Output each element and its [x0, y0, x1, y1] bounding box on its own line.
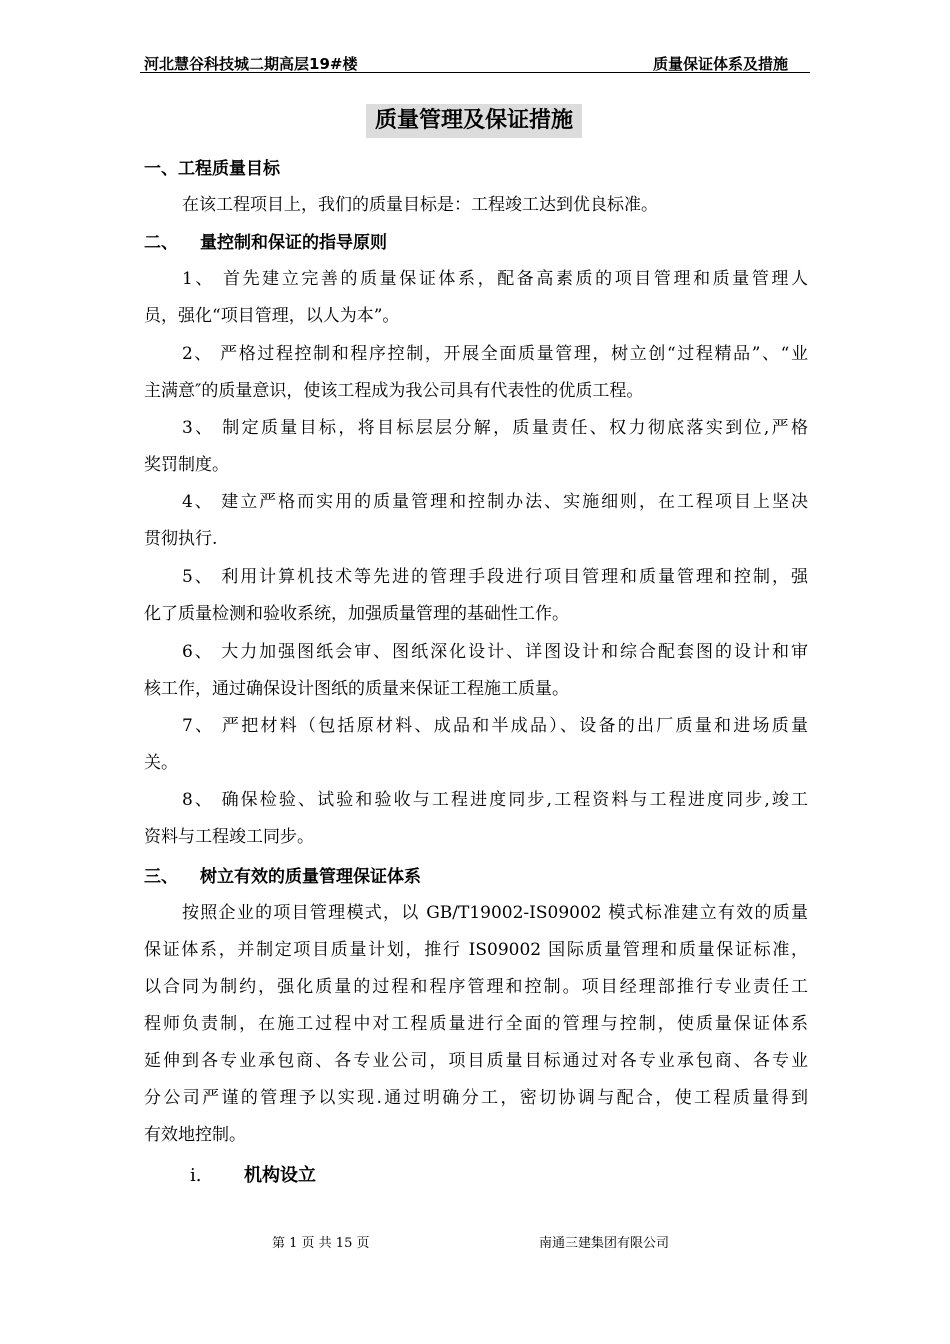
text-line: 5、 利用计算机技术等先进的管理手段进行项目管理和质量管理和控制，强: [182, 567, 808, 587]
section-number: 二、: [144, 233, 178, 253]
text-line: 2、 严格过程控制和程序控制，开展全面质量管理，树立创“过程精品”、“业: [182, 344, 808, 364]
principle-3: [144, 410, 808, 484]
text-line: 奖罚制度。: [144, 455, 229, 475]
subsection-heading: [190, 1164, 316, 1188]
text-line: 程师负责制，在施工过程中对工程质量进行全面的管理与控制，使质量保证体系: [144, 1014, 808, 1034]
text-line: 3、 制定质量目标，将目标层层分解，质量责任、权力彻底落实到位,严格: [182, 418, 808, 438]
text-line: 7、 严把材料（包括原材料、成品和半成品）、设备的出厂质量和进场质量: [182, 716, 808, 736]
principle-1: [144, 261, 808, 335]
subsection-number: i.: [190, 1165, 202, 1186]
principle-5: [144, 559, 808, 633]
principle-7: [144, 708, 808, 782]
header-rule: [140, 72, 810, 73]
text-line: 贯彻执行.: [144, 529, 218, 549]
text-line: 按照企业的项目管理模式，以 GB/T19002-IS09002 模式标准建立有效的质量: [182, 903, 808, 923]
section-heading-1: [144, 157, 280, 181]
principle-2: [144, 336, 808, 410]
principle-6: [144, 634, 808, 708]
paragraph-goal: [144, 187, 808, 224]
text-line: 8、 确保检验、试验和验收与工程进度同步,工程资料与工程进度同步,竣工: [182, 790, 808, 810]
subsection-title: 机构设立: [244, 1165, 316, 1186]
paragraph-quality-system: [144, 895, 808, 1154]
text-line: 以合同为制约，强化质量的过程和程序管理和控制。项目经理部推行专业责任工: [144, 977, 808, 997]
header-project-name: 河北慧谷科技城二期高层19#楼: [144, 55, 358, 73]
text-line: 在该工程项目上，我们的质量目标是：工程竣工达到优良标准。: [182, 195, 658, 215]
text-line: 4、 建立严格而实用的质量管理和控制办法、实施细则，在工程项目上坚决: [182, 492, 808, 512]
text-line: 关。: [144, 753, 178, 773]
text-line: 1、 首先建立完善的质量保证体系，配备高素质的项目管理和质量管理人: [182, 269, 808, 289]
header-document-name: 质量保证体系及措施: [653, 55, 789, 73]
text-line: 资料与工程竣工同步。: [144, 827, 314, 847]
page-title: 质量管理及保证措施: [366, 104, 582, 138]
text-line: 主满意″的质量意识，使该工程成为我公司具有代表性的优质工程。: [144, 381, 644, 401]
principle-4: [144, 484, 808, 558]
footer-company: 南通三建集团有限公司: [539, 1236, 670, 1251]
text-line: 保证体系，并制定项目质量计划，推行 IS09002 国际质量管理和质量保证标准，: [144, 940, 808, 960]
section-number: 三、: [144, 867, 178, 887]
text-line: 员，强化“项目管理，以人为本”。: [144, 306, 400, 326]
principle-8: [144, 782, 808, 856]
section-heading-3: [144, 865, 421, 889]
section-number: 一、: [144, 159, 178, 179]
section-title: 树立有效的质量管理保证体系: [200, 867, 421, 887]
section-heading-2: [144, 231, 387, 255]
section-title: 量控制和保证的指导原则: [200, 233, 387, 253]
text-line: 核工作，通过确保设计图纸的质量来保证工程施工质量。: [144, 679, 569, 699]
text-line: 有效地控制。: [144, 1125, 246, 1145]
section-title: 工程质量目标: [178, 159, 280, 179]
text-line: 6、 大力加强图纸会审、图纸深化设计、详图设计和综合配套图的设计和审: [182, 642, 808, 662]
text-line: 延伸到各专业承包商、各专业公司，项目质量目标通过对各专业承包商、各专业: [144, 1051, 808, 1071]
text-line: 分公司严谨的管理予以实现.通过明确分工，密切协调与配合，使工程质量得到: [144, 1088, 808, 1108]
text-line: 化了质量检测和验收系统，加强质量管理的基础性工作。: [144, 604, 569, 624]
page-number: 第 1 页 共 15 页: [272, 1236, 370, 1251]
